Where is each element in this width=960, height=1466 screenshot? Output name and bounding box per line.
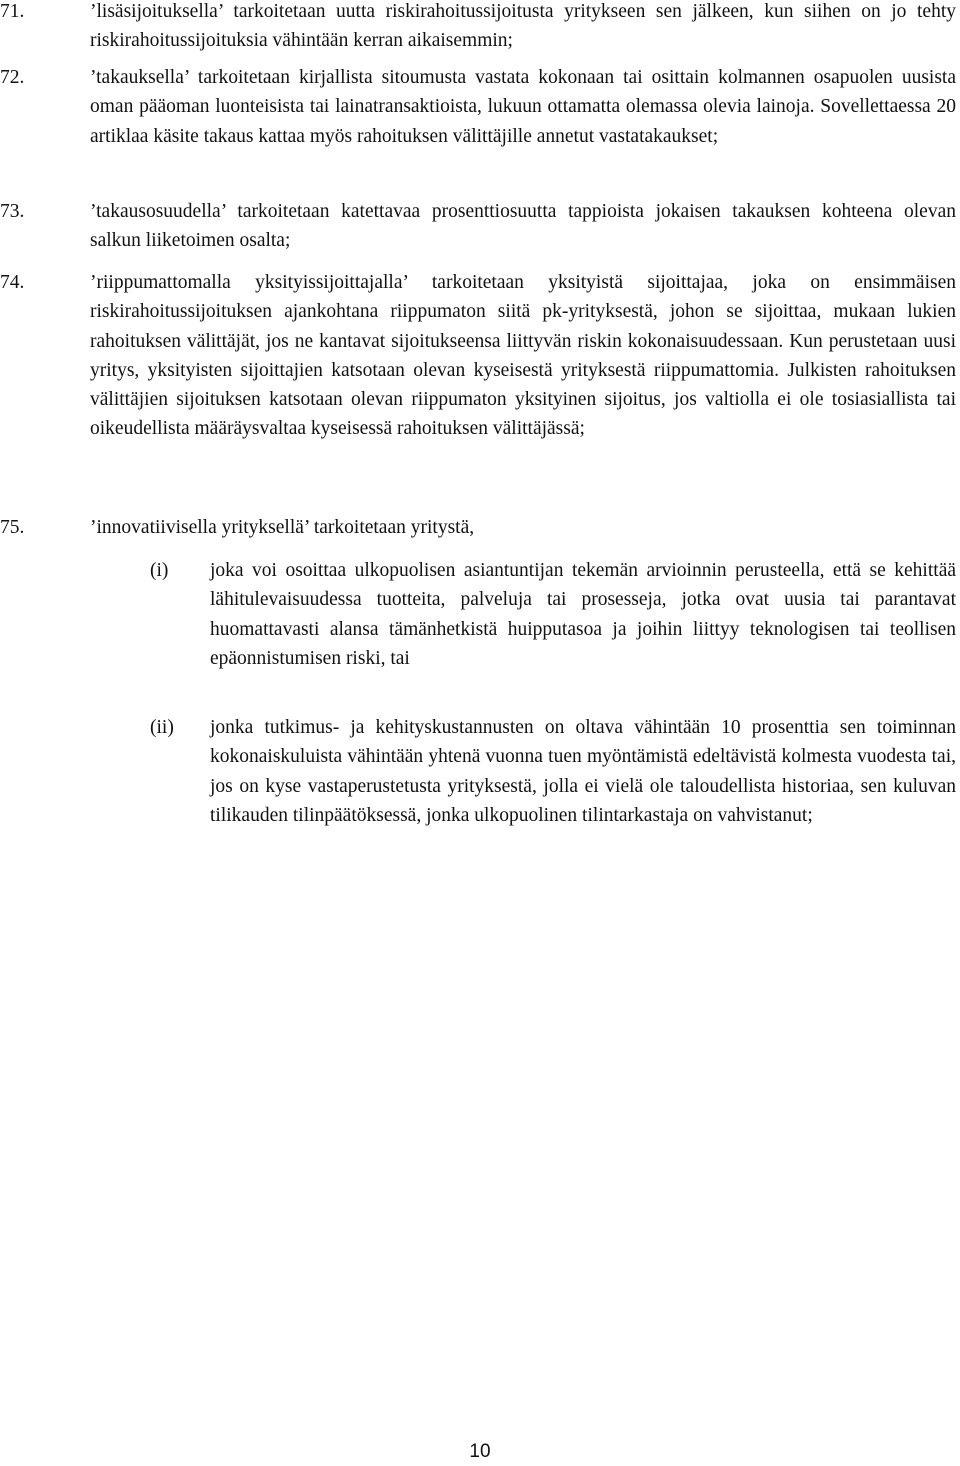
- subitem-text: jonka tutkimus- ja kehityskustannusten on oltava vähintään 10 prosenttia sen toiminnan kokonaiskuluista vähintään yhtenä vuonna tuen myöntämistä edeltävistä kolmesta vuodesta tai, jos on kyse vastaperustetusta yrityksestä, jolla ei vielä ole taloudellista historiaa, sen kuluvan tilikauden tilinpäätöksessä, jonka ulkopuolinen tilintarkastaja on vahvistanut;: [210, 717, 956, 826]
- item-text: ’takauksella’ tarkoitetaan kirjallista sitoumusta vastata kokonaan tai osittain kolmannen osapuolen uusista oman pääoman luonteisista tai lainatransaktioista, lukuun ottamatta olemassa olevia lainoja. Sovellettaessa 20 artiklaa käsite takaus kattaa myös rahoituksen välittäjille annetut vastatakaukset;: [90, 67, 956, 147]
- item-text: ’takausosuudella’ tarkoitetaan katettavaa prosenttiosuutta tappioista jokaisen takauksen kohteena olevan salkun liiketoimen osalta;: [90, 201, 956, 252]
- subitem-label: (ii): [150, 717, 174, 738]
- subitem-label: (i): [150, 560, 169, 581]
- subitem-text: joka voi osoittaa ulkopuolisen asiantuntijan tekemän arvioinnin perusteella, että se kehittää lähitulevaisuudessa tuotteita, palveluja tai prosesseja, jotka ovat uusia tai parantavat huomattavasti alansa tämänhetkistä huipputasoa ja joihin liittyy teknologisen tai teollisen epäonnistumisen riski, tai: [210, 560, 956, 669]
- item-number: 73.: [0, 201, 25, 222]
- item-number: 72.: [0, 67, 25, 88]
- item-text: ’riippumattomalla yksityissijoittajalla’ tarkoitetaan yksityistä sijoittajaa, joka on ensimmäisen riskirahoitussijoituksen ajankohtana riippumaton siitä pk-yrityksestä, johon se sijoittaa, mukaan lukien rahoituksen välittäjät, jos ne kantavat sijoitukseensa liittyvän riskin kokonaisuudessaan. Kun perustetaan uusi yritys, yksityisten sijoittajien katsotaan olevan kyseisestä yrityksestä riippumattomia. Julkisten rahoituksen välittäjien sijoituksen katsotaan olevan riippumaton yksityinen sijoitus, jos valtiolla ei ole tosiasiallista tai oikeudellista määräysvaltaa kyseisessä rahoituksen välittäjässä;: [90, 272, 956, 440]
- page-number: 10: [469, 1441, 491, 1462]
- item-number: 74.: [0, 272, 25, 293]
- item-number: 71.: [0, 1, 25, 22]
- item-number: 75.: [0, 517, 25, 538]
- item-text: ’lisäsijoituksella’ tarkoitetaan uutta riskirahoitussijoitusta yritykseen sen jälkeen, kun siihen on jo tehty riskirahoitussijoituksia vähintään kerran aikaisemmin;: [90, 1, 956, 52]
- item-text: ’innovatiivisella yrityksellä’ tarkoitetaan yritystä,: [90, 517, 475, 538]
